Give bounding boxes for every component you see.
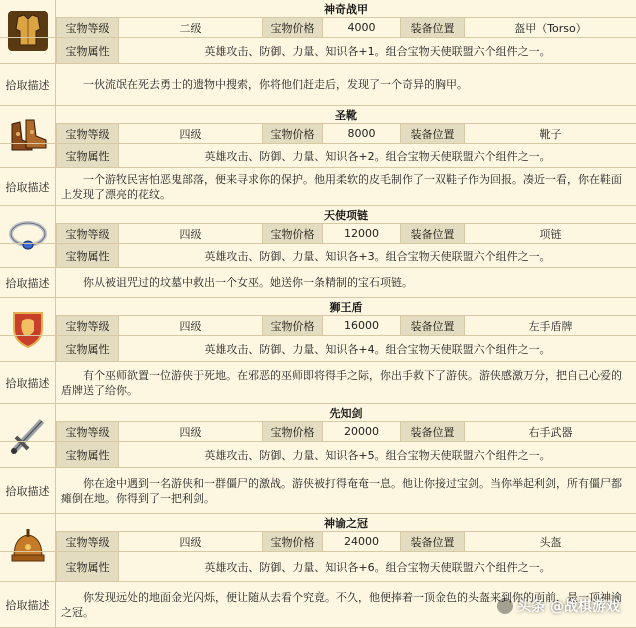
slot-value: 右手武器 — [464, 422, 636, 441]
price-label: 宝物价格 — [262, 224, 322, 243]
artifact-block — [0, 298, 636, 404]
attr-value: 英雄攻击、防御、力量、知识各+6。组合宝物天使联盟六个组件之一。 — [118, 552, 636, 581]
grade-value: 四级 — [118, 124, 262, 143]
price-value: 16000 — [322, 316, 400, 335]
artifact-desc-row — [0, 168, 636, 206]
attr-value: 英雄攻击、防御、力量、知识各+1。组合宝物天使联盟六个组件之一。 — [118, 38, 636, 63]
artifact-attr-row — [0, 442, 636, 468]
grade-label: 宝物等级 — [56, 532, 118, 551]
artifact-desc-row — [0, 362, 636, 404]
artifact-attr-row — [0, 144, 636, 168]
grade-label: 宝物等级 — [56, 124, 118, 143]
artifact-block — [0, 0, 636, 106]
artifact-attr-row — [0, 336, 636, 362]
slot-value: 左手盾牌 — [464, 316, 636, 335]
artifact-stats-row — [0, 422, 636, 442]
artifact-stats-row — [0, 532, 636, 552]
artifact-title-row — [56, 404, 636, 422]
price-value: 8000 — [322, 124, 400, 143]
grade-value: 四级 — [118, 224, 262, 243]
artifact-desc-row — [0, 268, 636, 298]
artifact-attr-row — [0, 244, 636, 268]
artifact-title-row — [56, 298, 636, 316]
desc-label: 拾取描述 — [0, 268, 56, 297]
desc-text: 有个巫师欲置一位游侠于死地。在邪恶的巫师即将得手之际，你出手救下了游侠。游侠感激万分，把自己心爱的盾牌送了给你。 — [61, 368, 622, 397]
price-label: 宝物价格 — [262, 18, 322, 37]
desc-text: 一伙流氓在死去勇士的遗物中搜索，你将他们赶走后，发现了一个奇异的胸甲。 — [83, 78, 468, 91]
slot-value: 头盔 — [464, 532, 636, 551]
watermark — [497, 596, 620, 616]
grade-value: 四级 — [118, 532, 262, 551]
slot-label: 装备位置 — [400, 18, 464, 37]
slot-label: 装备位置 — [400, 224, 464, 243]
desc-text: 你从被诅咒过的坟墓中救出一个女巫。她送你一条精制的宝石项链。 — [83, 276, 413, 289]
slot-label: 装备位置 — [400, 316, 464, 335]
artifact-title-row — [56, 0, 636, 18]
price-value: 4000 — [322, 18, 400, 37]
grade-value: 四级 — [118, 316, 262, 335]
desc-label: 拾取描述 — [0, 362, 56, 403]
artifact-block — [0, 106, 636, 206]
grade-label: 宝物等级 — [56, 18, 118, 37]
slot-label: 装备位置 — [400, 124, 464, 143]
artifact-title-row — [56, 106, 636, 124]
price-label: 宝物价格 — [262, 124, 322, 143]
desc-label: 拾取描述 — [0, 468, 56, 513]
attr-label: 宝物属性 — [56, 144, 118, 167]
artifact-name: 狮王盾 — [329, 300, 363, 314]
desc-label: 拾取描述 — [0, 582, 56, 627]
attr-label: 宝物属性 — [56, 336, 118, 361]
grade-label: 宝物等级 — [56, 316, 118, 335]
artifact-desc-row — [0, 468, 636, 514]
grade-label: 宝物等级 — [56, 224, 118, 243]
slot-value: 盔甲（Torso） — [464, 18, 636, 37]
watermark-logo-icon — [497, 598, 513, 614]
attr-value: 英雄攻击、防御、力量、知识各+4。组合宝物天使联盟六个组件之一。 — [118, 336, 636, 361]
artifact-name: 先知剑 — [329, 406, 363, 420]
artifact-name: 天使项链 — [324, 208, 368, 222]
attr-label: 宝物属性 — [56, 244, 118, 267]
slot-value: 项链 — [464, 224, 636, 243]
price-value: 20000 — [322, 422, 400, 441]
price-label: 宝物价格 — [262, 532, 322, 551]
price-label: 宝物价格 — [262, 422, 322, 441]
artifact-stats-row — [0, 224, 636, 244]
desc-text: 你在途中遇到一名游侠和一群僵尸的激战。游侠被打得奄奄一息。他让你接过宝剑。当你举起利剑，所有僵尸都瘫倒在地。你得到了一把利剑。 — [61, 476, 622, 505]
attr-value: 英雄攻击、防御、力量、知识各+3。组合宝物天使联盟六个组件之一。 — [118, 244, 636, 267]
artifact-block — [0, 404, 636, 514]
price-value: 24000 — [322, 532, 400, 551]
attr-value: 英雄攻击、防御、力量、知识各+5。组合宝物天使联盟六个组件之一。 — [118, 442, 636, 467]
desc-text: 一个游牧民害怕恶鬼部落，便来寻求你的保护。他用柔软的皮毛制作了一双鞋子作为回报。凑近一看，你在鞋面上发现了漂亮的花纹。 — [61, 172, 622, 201]
desc-label: 拾取描述 — [0, 64, 56, 105]
artifact-attr-row — [0, 552, 636, 582]
watermark-text: 头条 @战棋游戏 — [517, 599, 620, 615]
desc-label: 拾取描述 — [0, 168, 56, 205]
attr-label: 宝物属性 — [56, 442, 118, 467]
artifact-desc-row — [0, 64, 636, 106]
price-label: 宝物价格 — [262, 316, 322, 335]
grade-value: 二级 — [118, 18, 262, 37]
artifact-title-row — [56, 206, 636, 224]
artifact-name: 神奇战甲 — [324, 2, 368, 16]
desc-text: 你发现远处的地面金光闪烁，便让随从去看个究竟。不久，他便捧着一顶金色的头盔来到你的面前，是一顶神谕之冠。 — [61, 590, 622, 619]
grade-label: 宝物等级 — [56, 422, 118, 441]
slot-label: 装备位置 — [400, 422, 464, 441]
artifact-title-row — [56, 514, 636, 532]
artifact-stats-row — [0, 18, 636, 38]
artifact-name: 神谕之冠 — [324, 516, 368, 530]
price-value: 12000 — [322, 224, 400, 243]
artifact-attr-row — [0, 38, 636, 64]
attr-value: 英雄攻击、防御、力量、知识各+2。组合宝物天使联盟六个组件之一。 — [118, 144, 636, 167]
artifact-block — [0, 206, 636, 298]
grade-value: 四级 — [118, 422, 262, 441]
attr-label: 宝物属性 — [56, 552, 118, 581]
attr-label: 宝物属性 — [56, 38, 118, 63]
artifact-name: 圣靴 — [335, 108, 357, 122]
artifact-stats-row — [0, 316, 636, 336]
artifact-stats-row — [0, 124, 636, 144]
slot-value: 靴子 — [464, 124, 636, 143]
slot-label: 装备位置 — [400, 532, 464, 551]
